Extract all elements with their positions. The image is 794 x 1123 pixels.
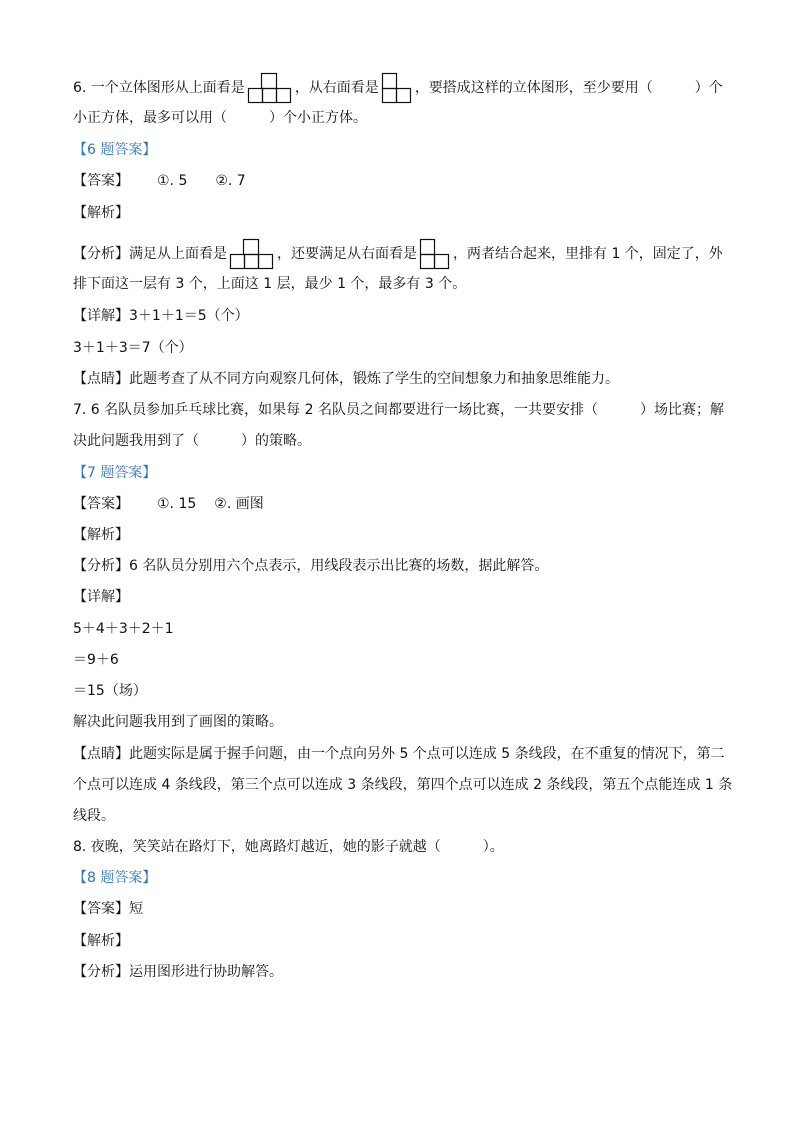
q6-text-c: ，要搭成这样的立体图形，至少要用（ ）个: [414, 80, 723, 96]
q8-fenxi-line: [73, 962, 283, 982]
q7-xiangjie-label: 【详解】: [73, 589, 129, 605]
q6-xiangjie-label: 【详解】: [73, 308, 129, 324]
q7-fenxi: 6 名队员分别用六个点表示，用线段表示出比赛的场数，据此解答。: [129, 558, 549, 574]
q6-text-a: 6. 一个立体图形从上面看是: [73, 80, 245, 96]
q7-dianjing-line1: [73, 744, 725, 764]
top-view-figure: [247, 72, 293, 104]
q6-dianjing: 此题考查了从不同方向观察几何体，锻炼了学生的空间想象力和抽象思维能力。: [129, 371, 619, 387]
q6-xiangjie-1: 3＋1＋1＝5（个）: [129, 308, 249, 324]
q6-question-line1: [73, 72, 723, 104]
q8-fenxi-label: 【分析】: [73, 964, 129, 980]
q8-answer-label: 【答案】: [73, 901, 129, 917]
q7-calc-2: ＝9＋6: [73, 652, 119, 668]
q6-answer-2: ②. 7: [215, 173, 246, 189]
q7-dianjing-label: 【点睛】: [73, 746, 129, 762]
q7-fenxi-line: [73, 556, 548, 576]
q7-dianjing-line2: 个点可以连成 4 条线段，第三个点可以连成 3 条线段，第四个点可以连成 2 条线段，第五个点能连成 1 条: [73, 777, 733, 793]
q7-calc-1: 5＋4＋3＋2＋1: [73, 621, 174, 637]
q6-fenxi-line2: 排下面这一层有 3 个，上面这 1 层，最少 1 个，最多有 3 个。: [73, 276, 467, 292]
q6-answer-label: 【答案】: [73, 173, 129, 189]
q7-answer-heading: 【7 题答案】: [73, 465, 157, 481]
q6-dianjing-label: 【点睛】: [73, 371, 129, 387]
q7-answer-2: ②. 画图: [214, 496, 264, 512]
right-view-figure-2: [419, 238, 451, 270]
q7-question-line2: 决此问题我用到了（ ）的策略。: [73, 433, 311, 449]
q8-fenxi: 运用图形进行协助解答。: [129, 964, 283, 980]
q8-answer-line: [73, 899, 143, 919]
q7-answer-line: [73, 494, 264, 514]
q7-jiexi-label: 【解析】: [73, 527, 129, 543]
top-view-figure-2: [229, 238, 275, 270]
q6-answer-heading: 【6 题答案】: [73, 142, 157, 158]
q6-text-b: ，从右面看是: [294, 80, 379, 96]
q6-answer-1: ①. 5: [157, 173, 188, 189]
q7-question-line1: 7. 6 名队员参加乒乓球比赛，如果每 2 名队员之间都要进行一场比赛，一共要安排（ ）场比赛；解: [73, 402, 724, 418]
q7-dianjing-1: 此题实际是属于握手问题，由一个点向另外 5 个点可以连成 5 条线段，在不重复的情况下，第二: [129, 746, 725, 762]
q7-answer-label: 【答案】: [73, 496, 129, 512]
q7-fenxi-label: 【分析】: [73, 558, 129, 574]
q6-question-line2: 小正方体，最多可以用（ ）个小正方体。: [73, 110, 367, 126]
q7-answer-1: ①. 15: [157, 496, 197, 512]
q6-xiangjie-line2: 3＋1＋3＝7（个）: [73, 340, 193, 356]
q8-answer: 短: [129, 901, 143, 917]
q6-answer-line: [73, 171, 246, 191]
q7-dianjing-line3: 线段。: [73, 808, 115, 824]
q6-fenxi-b: ，还要满足从右面看是: [277, 246, 417, 262]
q8-jiexi-label: 【解析】: [73, 933, 129, 949]
q6-fenxi-line1: [73, 238, 723, 270]
q6-fenxi-c: ，两者结合起来，里排有 1 个，固定了，外: [453, 246, 723, 262]
q8-answer-heading: 【8 题答案】: [73, 870, 157, 886]
q7-conclusion: 解决此问题我用到了画图的策略。: [73, 714, 283, 730]
q7-calc-3: ＝15（场）: [73, 683, 147, 699]
right-view-figure: [381, 72, 413, 104]
q6-fenxi-a: 满足从上面看是: [129, 246, 227, 262]
q6-dianjing-line: [73, 369, 619, 389]
q6-xiangjie-line1: [73, 306, 249, 326]
q8-question-line: 8. 夜晚，笑笑站在路灯下，她离路灯越近，她的影子就越（ ）。: [73, 839, 504, 855]
q6-fenxi-label: 【分析】: [73, 246, 129, 262]
q6-jiexi-label: 【解析】: [73, 205, 129, 221]
